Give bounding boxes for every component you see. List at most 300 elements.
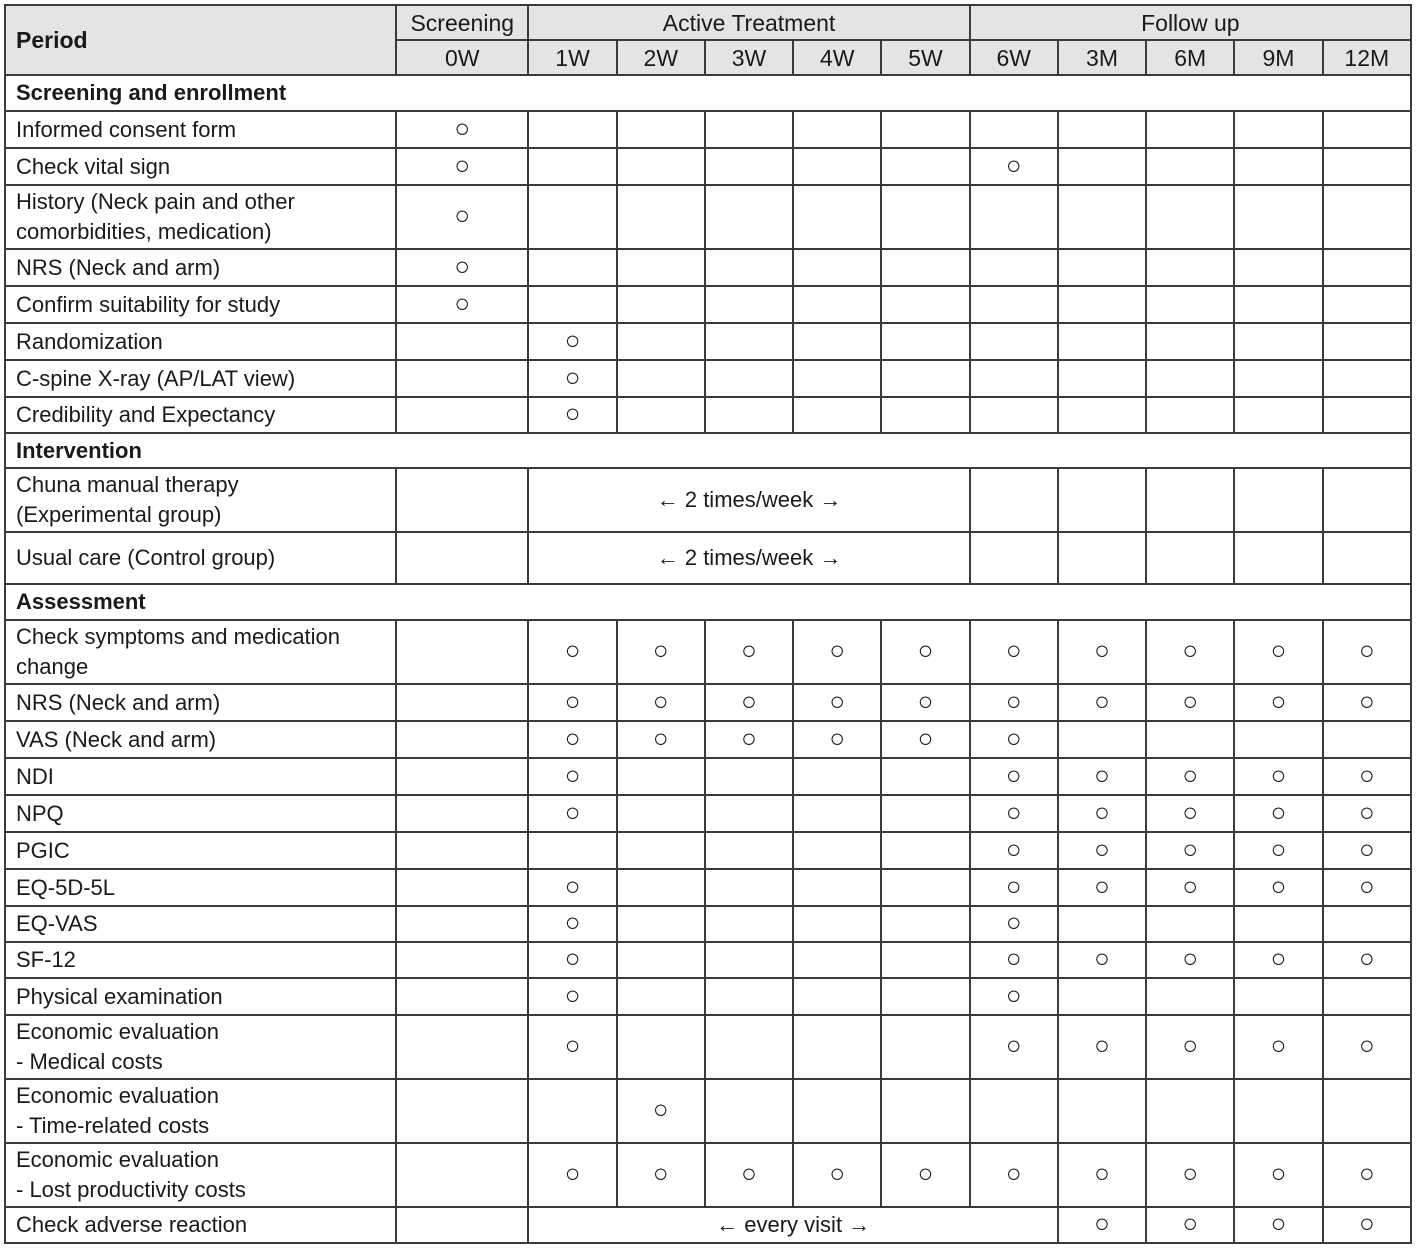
schedule-cell [1146, 906, 1234, 942]
schedule-cell [705, 684, 793, 721]
schedule-cell [396, 832, 528, 869]
row-label-line: Economic evaluation [16, 1019, 220, 1044]
group-header-active-treatment: Active Treatment [528, 5, 969, 40]
row-label [5, 468, 396, 532]
schedule-cell [617, 323, 705, 360]
schedule-cell [881, 185, 969, 249]
span-cell: ← 2 times/week → [528, 532, 969, 584]
schedule-cell [396, 397, 528, 433]
schedule-cell [396, 721, 528, 758]
circle-mark-icon: ○ [652, 1094, 669, 1124]
schedule-cell [617, 1143, 705, 1207]
circle-mark-icon: ○ [1182, 796, 1199, 827]
timepoint-header: 3W [705, 40, 793, 75]
schedule-cell [1146, 111, 1234, 148]
schedule-cell [1323, 148, 1411, 185]
circle-mark-icon: ○ [1094, 759, 1110, 790]
row-label-line: comorbidities, medication) [16, 219, 272, 244]
schedule-cell [970, 468, 1058, 532]
schedule-cell [1058, 286, 1146, 323]
schedule-cell [881, 721, 969, 758]
schedule-cell [705, 906, 793, 942]
schedule-cell [1234, 148, 1322, 185]
schedule-cell [1058, 978, 1146, 1015]
schedule-cell [1146, 397, 1234, 433]
row-label-line: Check symptoms and medication [16, 624, 341, 649]
circle-mark-icon: ○ [564, 943, 581, 973]
schedule-cell [970, 1079, 1058, 1143]
schedule-cell [705, 1015, 793, 1079]
schedule-cell [793, 620, 881, 684]
row-label-line: PGIC [16, 837, 70, 863]
span-cell: ← every visit → [528, 1207, 1057, 1243]
schedule-cell [617, 832, 705, 869]
schedule-cell [617, 620, 705, 684]
schedule-cell [396, 942, 528, 978]
circle-mark-icon: ○ [1005, 759, 1022, 790]
group-header-screening: Screening [396, 5, 528, 40]
schedule-cell [528, 1079, 616, 1143]
circle-mark-icon: ○ [1094, 1208, 1110, 1238]
timepoint-header: 1W [528, 40, 616, 75]
schedule-cell [881, 249, 969, 286]
timepoint-header: 9M [1234, 40, 1322, 75]
table-row [5, 906, 1411, 942]
schedule-cell [881, 1015, 969, 1079]
circle-mark-icon: ○ [1094, 870, 1110, 901]
timepoint-header: 6M [1146, 40, 1234, 75]
schedule-cell [705, 832, 793, 869]
table-row [5, 721, 1411, 758]
circle-mark-icon: ○ [1005, 685, 1022, 716]
schedule-cell [1323, 795, 1411, 832]
schedule-cell [1058, 1143, 1146, 1207]
timepoint-header: 5W [881, 40, 969, 75]
schedule-cell [1146, 620, 1234, 684]
schedule-cell [793, 148, 881, 185]
schedule-cell [705, 111, 793, 148]
schedule-cell [970, 795, 1058, 832]
schedule-cell [1234, 185, 1322, 249]
period-header: Period [5, 5, 396, 75]
circle-mark-icon: ○ [1005, 833, 1022, 864]
schedule-cell [793, 942, 881, 978]
row-label-line: NPQ [16, 800, 64, 826]
schedule-cell [396, 468, 528, 532]
schedule-cell [970, 942, 1058, 978]
schedule-cell [617, 1079, 705, 1143]
row-label-line: VAS (Neck and arm) [16, 726, 217, 752]
schedule-cell [617, 111, 705, 148]
circle-mark-icon: ○ [1005, 979, 1022, 1010]
row-label-line: Randomization [16, 328, 163, 354]
row-label [5, 249, 396, 286]
circle-mark-icon: ○ [564, 324, 581, 355]
schedule-cell [1146, 1015, 1234, 1079]
section-row [5, 584, 1411, 620]
schedule-cell [1146, 323, 1234, 360]
schedule-cell [1323, 1015, 1411, 1079]
schedule-cell [1058, 111, 1146, 148]
table-row [5, 758, 1411, 795]
schedule-cell [1323, 684, 1411, 721]
schedule-cell [1146, 684, 1234, 721]
table-row [5, 1207, 1411, 1243]
schedule-cell [1323, 323, 1411, 360]
circle-mark-icon: ○ [564, 907, 581, 937]
schedule-cell [970, 620, 1058, 684]
circle-mark-icon: ○ [829, 722, 846, 753]
schedule-cell [617, 249, 705, 286]
row-label-line: NRS (Neck and arm) [16, 254, 221, 280]
schedule-cell [1146, 249, 1234, 286]
schedule-cell [1323, 185, 1411, 249]
row-label-line: Usual care (Control group) [16, 545, 276, 570]
schedule-cell [1234, 249, 1322, 286]
schedule-cell [970, 323, 1058, 360]
schedule-cell [1323, 1207, 1411, 1243]
schedule-cell [1058, 620, 1146, 684]
schedule-cell [1058, 360, 1146, 397]
schedule-cell [1146, 978, 1234, 1015]
table-row [5, 684, 1411, 721]
schedule-cell [1058, 1079, 1146, 1143]
row-label [5, 1143, 396, 1207]
schedule-cell [1323, 758, 1411, 795]
schedule-cell [1146, 721, 1234, 758]
circle-mark-icon: ○ [741, 722, 757, 753]
circle-mark-icon: ○ [564, 722, 581, 753]
schedule-cell [793, 1079, 881, 1143]
schedule-cell [705, 795, 793, 832]
schedule-cell [1234, 532, 1322, 584]
schedule-cell [793, 869, 881, 906]
header-group-row [5, 5, 1411, 40]
table-row [5, 978, 1411, 1015]
circle-mark-icon: ○ [1182, 1208, 1199, 1238]
schedule-cell [617, 795, 705, 832]
schedule-cell [1234, 795, 1322, 832]
circle-mark-icon: ○ [1182, 870, 1199, 901]
schedule-cell [881, 323, 969, 360]
table-row [5, 111, 1411, 148]
circle-mark-icon: ○ [454, 287, 471, 318]
section-row [5, 75, 1411, 111]
row-label [5, 620, 396, 684]
schedule-cell [1146, 185, 1234, 249]
row-label-line: Check vital sign [16, 153, 171, 179]
circle-mark-icon: ○ [1270, 1158, 1287, 1188]
circle-mark-icon: ○ [1182, 833, 1199, 864]
row-label-line: Credibility and Expectancy [16, 402, 276, 427]
row-label [5, 1015, 396, 1079]
circle-mark-icon: ○ [652, 1158, 669, 1188]
schedule-cell [1146, 942, 1234, 978]
schedule-cell [793, 249, 881, 286]
circle-mark-icon: ○ [1270, 1030, 1287, 1060]
schedule-cell [970, 1015, 1058, 1079]
schedule-cell [793, 360, 881, 397]
schedule-cell [396, 1079, 528, 1143]
schedule-cell [528, 397, 616, 433]
schedule-cell [970, 532, 1058, 584]
circle-mark-icon: ○ [1270, 833, 1287, 864]
schedule-cell [528, 185, 616, 249]
schedule-cell [528, 795, 616, 832]
table-row [5, 360, 1411, 397]
schedule-cell [528, 249, 616, 286]
table-row [5, 249, 1411, 286]
schedule-cell [617, 721, 705, 758]
circle-mark-icon: ○ [1005, 870, 1022, 901]
schedule-cell [1146, 758, 1234, 795]
schedule-cell [396, 185, 528, 249]
circle-mark-icon: ○ [564, 796, 581, 827]
schedule-cell [396, 323, 528, 360]
schedule-cell [1058, 758, 1146, 795]
schedule-cell [1234, 360, 1322, 397]
circle-mark-icon: ○ [917, 1158, 934, 1188]
schedule-cell [705, 758, 793, 795]
table-row [5, 468, 1411, 532]
circle-mark-icon: ○ [1182, 759, 1199, 790]
schedule-cell [705, 249, 793, 286]
row-label-line: NDI [16, 763, 54, 789]
circle-mark-icon: ○ [1005, 722, 1022, 753]
schedule-cell [1058, 906, 1146, 942]
circle-mark-icon: ○ [1358, 1208, 1375, 1238]
row-label [5, 795, 396, 832]
circle-mark-icon: ○ [564, 759, 581, 790]
schedule-cell [528, 1143, 616, 1207]
table-row [5, 620, 1411, 684]
schedule-cell [1323, 532, 1411, 584]
circle-mark-icon: ○ [1270, 943, 1287, 973]
schedule-cell [1323, 620, 1411, 684]
circle-mark-icon: ○ [1005, 635, 1022, 665]
circle-mark-icon: ○ [1182, 943, 1199, 973]
schedule-cell [396, 684, 528, 721]
table-row [5, 1143, 1411, 1207]
span-cell: ← 2 times/week → [528, 468, 969, 532]
circle-mark-icon: ○ [652, 685, 669, 716]
row-label [5, 148, 396, 185]
schedule-cell [528, 286, 616, 323]
schedule-cell [396, 111, 528, 148]
row-label-line: NRS (Neck and arm) [16, 689, 221, 715]
schedule-cell [970, 360, 1058, 397]
circle-mark-icon: ○ [1094, 685, 1110, 716]
circle-mark-icon: ○ [1182, 1158, 1199, 1188]
circle-mark-icon: ○ [1094, 833, 1110, 864]
schedule-cell [528, 323, 616, 360]
schedule-cell [396, 249, 528, 286]
schedule-cell [1146, 869, 1234, 906]
schedule-cell [1323, 468, 1411, 532]
schedule-cell [396, 1143, 528, 1207]
schedule-cell [970, 286, 1058, 323]
schedule-cell [881, 360, 969, 397]
row-label-line: C-spine X-ray (AP/LAT view) [16, 365, 296, 391]
schedule-cell [881, 906, 969, 942]
schedule-cell [970, 869, 1058, 906]
schedule-cell [705, 1079, 793, 1143]
schedule-cell [617, 360, 705, 397]
schedule-cell [1058, 148, 1146, 185]
row-label-line: Confirm suitability for study [16, 291, 281, 317]
schedule-cell [1234, 620, 1322, 684]
table-row [5, 148, 1411, 185]
row-label-line: - Medical costs [16, 1049, 163, 1074]
section-row [5, 433, 1411, 468]
table-row [5, 532, 1411, 584]
row-label [5, 1079, 396, 1143]
schedule-cell [1234, 758, 1322, 795]
schedule-cell [617, 286, 705, 323]
schedule-cell [793, 1015, 881, 1079]
circle-mark-icon: ○ [454, 200, 471, 230]
schedule-cell [396, 758, 528, 795]
circle-mark-icon: ○ [829, 635, 846, 665]
schedule-cell [1323, 832, 1411, 869]
schedule-cell [881, 397, 969, 433]
circle-mark-icon: ○ [917, 635, 934, 665]
circle-mark-icon: ○ [454, 250, 471, 281]
schedule-cell [528, 111, 616, 148]
schedule-cell [617, 185, 705, 249]
schedule-cell [881, 1143, 969, 1207]
row-label-line: (Experimental group) [16, 502, 222, 527]
schedule-cell [617, 684, 705, 721]
schedule-table [4, 4, 1412, 1244]
circle-mark-icon: ○ [1094, 943, 1110, 973]
schedule-cell [1323, 978, 1411, 1015]
table-row [5, 397, 1411, 433]
circle-mark-icon: ○ [1182, 635, 1199, 665]
row-label-line: - Time-related costs [16, 1113, 210, 1138]
schedule-cell [793, 111, 881, 148]
schedule-cell [617, 1015, 705, 1079]
schedule-cell [617, 942, 705, 978]
schedule-cell [1058, 795, 1146, 832]
schedule-cell [970, 1143, 1058, 1207]
circle-mark-icon: ○ [1005, 1158, 1022, 1188]
row-label [5, 906, 396, 942]
section-label: Intervention [5, 433, 1411, 468]
row-label [5, 721, 396, 758]
schedule-cell [1058, 532, 1146, 584]
schedule-cell [881, 286, 969, 323]
circle-mark-icon: ○ [1270, 1208, 1287, 1238]
schedule-cell [793, 978, 881, 1015]
timepoint-header: 0W [396, 40, 528, 75]
schedule-cell [1323, 1143, 1411, 1207]
schedule-cell [970, 906, 1058, 942]
circle-mark-icon: ○ [1358, 943, 1375, 973]
circle-mark-icon: ○ [1358, 685, 1375, 716]
table-row [5, 869, 1411, 906]
schedule-cell [396, 869, 528, 906]
schedule-cell [1146, 468, 1234, 532]
circle-mark-icon: ○ [564, 1030, 581, 1060]
timepoint-header: 6W [970, 40, 1058, 75]
schedule-cell [881, 942, 969, 978]
circle-mark-icon: ○ [1005, 943, 1022, 973]
circle-mark-icon: ○ [1094, 635, 1110, 665]
schedule-cell [970, 978, 1058, 1015]
circle-mark-icon: ○ [564, 398, 581, 428]
row-label-line: Economic evaluation [16, 1147, 220, 1172]
schedule-cell [1058, 397, 1146, 433]
schedule-cell [705, 360, 793, 397]
row-label [5, 942, 396, 978]
schedule-cell [1146, 1143, 1234, 1207]
row-label [5, 397, 396, 433]
row-label-line: Economic evaluation [16, 1083, 220, 1108]
circle-mark-icon: ○ [564, 685, 581, 716]
circle-mark-icon: ○ [1358, 796, 1375, 827]
table-row [5, 832, 1411, 869]
schedule-cell [881, 795, 969, 832]
row-label [5, 532, 396, 584]
circle-mark-icon: ○ [652, 722, 669, 753]
circle-mark-icon: ○ [1182, 1030, 1199, 1060]
schedule-cell [617, 758, 705, 795]
table-row [5, 185, 1411, 249]
circle-mark-icon: ○ [917, 722, 934, 753]
schedule-cell [1146, 148, 1234, 185]
schedule-cell [881, 869, 969, 906]
row-label [5, 286, 396, 323]
schedule-cell [970, 721, 1058, 758]
schedule-cell [1323, 360, 1411, 397]
schedule-cell [617, 397, 705, 433]
circle-mark-icon: ○ [564, 870, 581, 901]
circle-mark-icon: ○ [1270, 759, 1287, 790]
schedule-cell [528, 148, 616, 185]
schedule-cell [881, 148, 969, 185]
circle-mark-icon: ○ [829, 685, 846, 716]
schedule-cell [1234, 684, 1322, 721]
schedule-cell [881, 832, 969, 869]
schedule-cell [617, 978, 705, 1015]
schedule-cell [1323, 111, 1411, 148]
timepoint-header: 12M [1323, 40, 1411, 75]
section-label: Screening and enrollment [5, 75, 1411, 111]
schedule-cell [1234, 286, 1322, 323]
schedule-cell [528, 869, 616, 906]
schedule-cell [793, 721, 881, 758]
schedule-cell [1058, 1015, 1146, 1079]
schedule-cell [970, 111, 1058, 148]
schedule-cell [1234, 111, 1322, 148]
schedule-cell [705, 620, 793, 684]
table-row [5, 323, 1411, 360]
schedule-cell [396, 906, 528, 942]
schedule-cell [1234, 323, 1322, 360]
timepoint-header: 2W [617, 40, 705, 75]
schedule-cell [705, 148, 793, 185]
row-label-line: EQ-VAS [16, 911, 98, 936]
circle-mark-icon: ○ [1270, 796, 1287, 827]
schedule-cell [881, 620, 969, 684]
circle-mark-icon: ○ [1358, 759, 1375, 790]
schedule-cell [1323, 942, 1411, 978]
schedule-cell [1234, 832, 1322, 869]
row-label [5, 758, 396, 795]
table-row [5, 795, 1411, 832]
schedule-cell [1146, 532, 1234, 584]
